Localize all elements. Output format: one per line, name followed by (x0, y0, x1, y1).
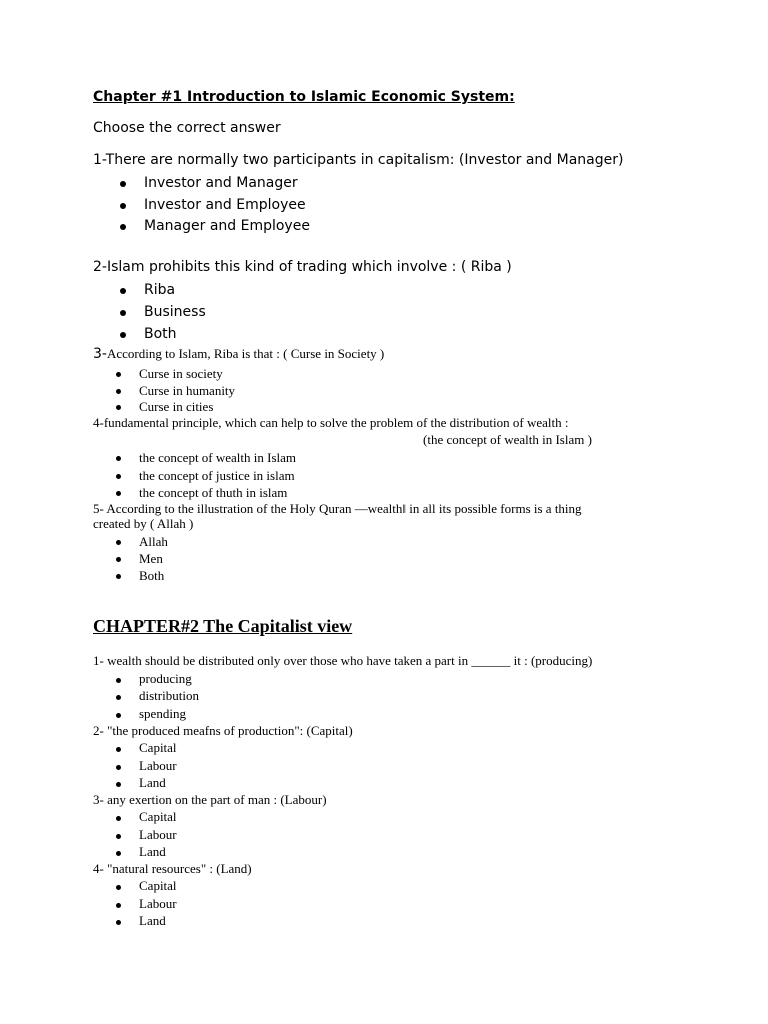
question-3-prefix: 3- (93, 346, 107, 362)
option-text: Riba (144, 282, 176, 298)
option-text: Manager and Employee (144, 218, 310, 234)
chapter-2-question-1-text: 1- wealth should be distributed only over those who have taken a part in ______ it : (producing) (93, 653, 593, 668)
bullet-icon (116, 782, 121, 787)
option-text: the concept of wealth in Islam (139, 450, 297, 465)
option-text: Both (139, 568, 165, 583)
bullet-icon (116, 816, 121, 821)
bullet-icon (116, 540, 121, 545)
bullet-icon (116, 903, 121, 908)
question-5-line-2: created by ( Allah ) (93, 516, 194, 531)
question-3-text (93, 346, 384, 363)
bullet-icon (116, 372, 121, 377)
bullet-icon (116, 678, 121, 683)
option-text: Allah (139, 534, 168, 549)
bullet-icon (116, 405, 121, 410)
option-text: Business (144, 304, 206, 320)
chapter-2-question-3-text: 3- any exertion on the part of man : (Labour) (93, 792, 327, 807)
option-text: Curse in cities (139, 399, 214, 414)
bullet-icon (116, 765, 121, 770)
bullet-icon (120, 332, 126, 338)
option-text: Land (139, 775, 166, 790)
option-text: Land (139, 844, 166, 859)
option-text: Capital (139, 878, 177, 893)
option-text: Capital (139, 809, 177, 824)
bullet-icon (120, 288, 126, 294)
bullet-icon (116, 574, 121, 579)
option-text: Investor and Manager (144, 175, 298, 191)
instruction-text: Choose the correct answer (93, 120, 281, 136)
question-5-line-1: 5- According to the illustration of the Holy Quran —wealth‖ in all its possible forms is a thing (93, 501, 582, 516)
option-text: producing (139, 671, 192, 686)
option-text: Both (144, 326, 177, 342)
option-text: the concept of justice in islam (139, 468, 295, 483)
bullet-icon (116, 695, 121, 700)
bullet-icon (120, 181, 126, 187)
bullet-icon (116, 713, 121, 718)
bullet-icon (116, 851, 121, 856)
question-1-text: 1-There are normally two participants in capitalism: (Investor and Manager) (93, 152, 624, 168)
option-text: Curse in society (139, 366, 223, 381)
option-text: Labour (139, 896, 177, 911)
option-text: the concept of thuth in islam (139, 485, 288, 500)
chapter-2-title: CHAPTER#2 The Capitalist view (93, 616, 353, 636)
option-text: Investor and Employee (144, 197, 306, 213)
option-text: Land (139, 913, 166, 928)
bullet-icon (116, 474, 121, 479)
question-4-answer: (the concept of wealth in Islam ) (423, 432, 592, 447)
question-4-text: 4-fundamental principle, which can help to solve the problem of the distribution of wealth : (93, 415, 569, 430)
bullet-icon (116, 557, 121, 562)
bullet-icon (116, 885, 121, 890)
bullet-icon (116, 747, 121, 752)
option-text: Labour (139, 758, 177, 773)
bullet-icon (116, 920, 121, 925)
option-text: Curse in humanity (139, 383, 236, 398)
bullet-icon (116, 834, 121, 839)
bullet-icon (120, 310, 126, 316)
option-text: spending (139, 706, 186, 721)
bullet-icon (116, 491, 121, 496)
chapter-2-question-2-text: 2- "the produced meafns of production": (Capital) (93, 723, 353, 738)
bullet-icon (120, 224, 126, 230)
option-text: Capital (139, 740, 177, 755)
option-text: Labour (139, 827, 177, 842)
question-2-text: 2-Islam prohibits this kind of trading which involve : ( Riba ) (93, 259, 512, 275)
chapter-2-question-4-text: 4- "natural resources" : (Land) (93, 861, 252, 876)
question-3-body: According to Islam, Riba is that : ( Curse in Society ) (106, 346, 385, 361)
option-text: distribution (139, 688, 199, 703)
bullet-icon (120, 203, 126, 209)
bullet-icon (116, 456, 121, 461)
bullet-icon (116, 389, 121, 394)
option-text: Men (139, 551, 163, 566)
chapter-1-title: Chapter #1 Introduction to Islamic Economic System: (93, 89, 515, 105)
